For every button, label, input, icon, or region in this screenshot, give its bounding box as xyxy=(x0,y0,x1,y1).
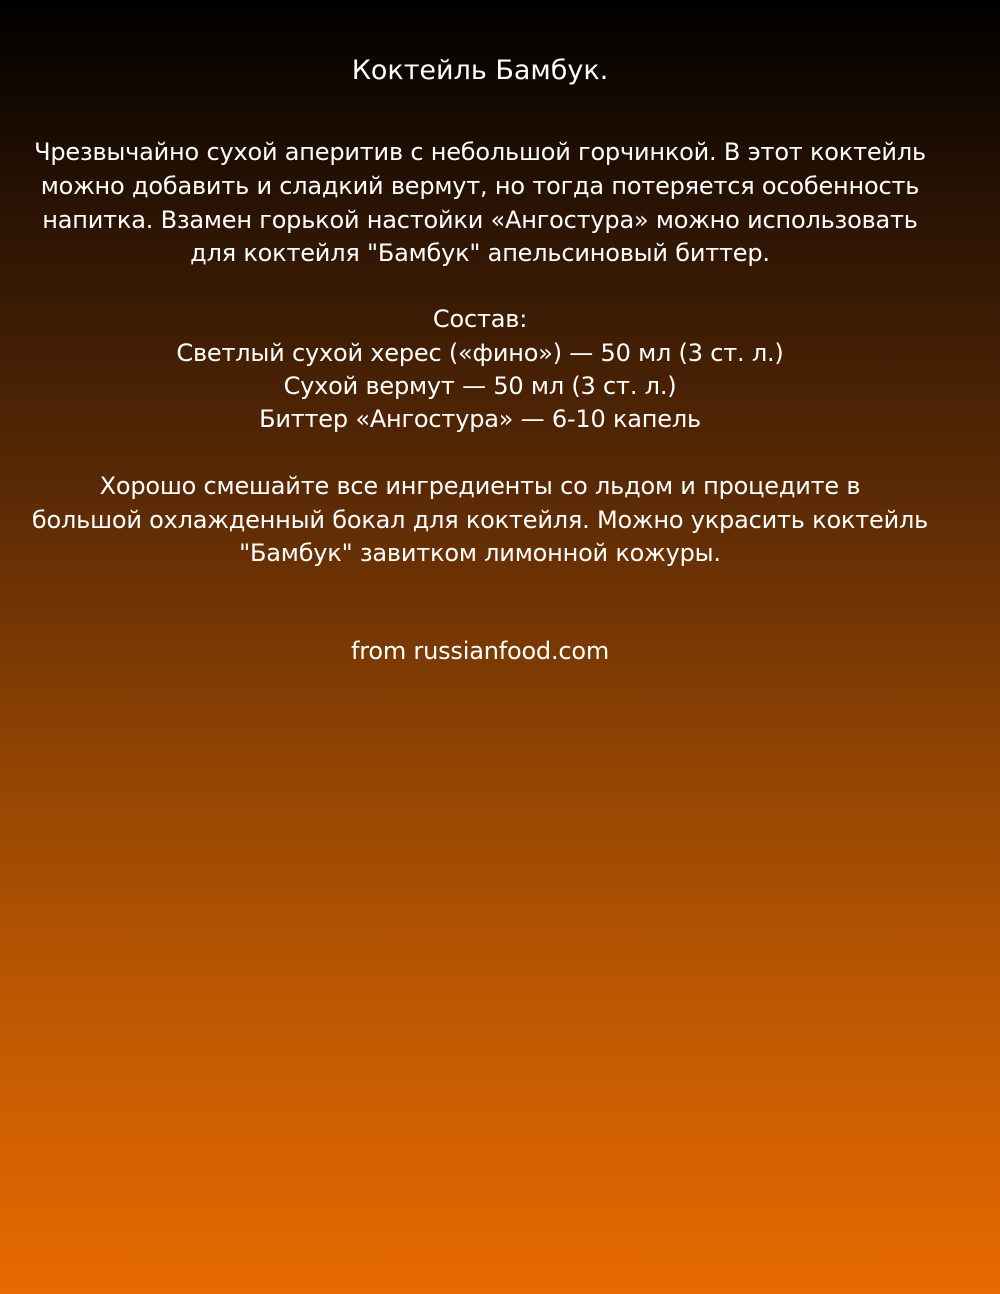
ingredient-item: Биттер «Ангостура» — 6-10 капель xyxy=(259,405,701,433)
intro-line: Чрезвычайно сухой аперитив с небольшой горчинкой. В этот коктейль xyxy=(34,138,926,166)
intro-line: для коктейля "Бамбук" апельсиновый биттер. xyxy=(190,239,770,267)
method-line: "Бамбук" завитком лимонной кожуры. xyxy=(239,539,721,567)
intro-line: напитка. Взамен горькой настойки «Ангостура» можно использовать xyxy=(42,206,918,234)
ingredient-item: Сухой вермут — 50 мл (3 ст. л.) xyxy=(283,372,677,400)
method-line: большой охлажденный бокал для коктейля. Можно украсить коктейль xyxy=(31,506,929,534)
ingredient-item: Светлый сухой херес («фино») — 50 мл (3 ст. л.) xyxy=(176,339,784,367)
method-line: Хорошо смешайте все ингредиенты со льдом и процедите в xyxy=(99,472,861,500)
recipe-title: Коктейль Бамбук. xyxy=(351,55,609,86)
ingredients-heading: Состав: xyxy=(432,305,528,333)
source-credit: from russianfood.com xyxy=(350,637,610,665)
intro-line: можно добавить и сладкий вермут, но тогда потеряется особенность xyxy=(40,172,920,200)
